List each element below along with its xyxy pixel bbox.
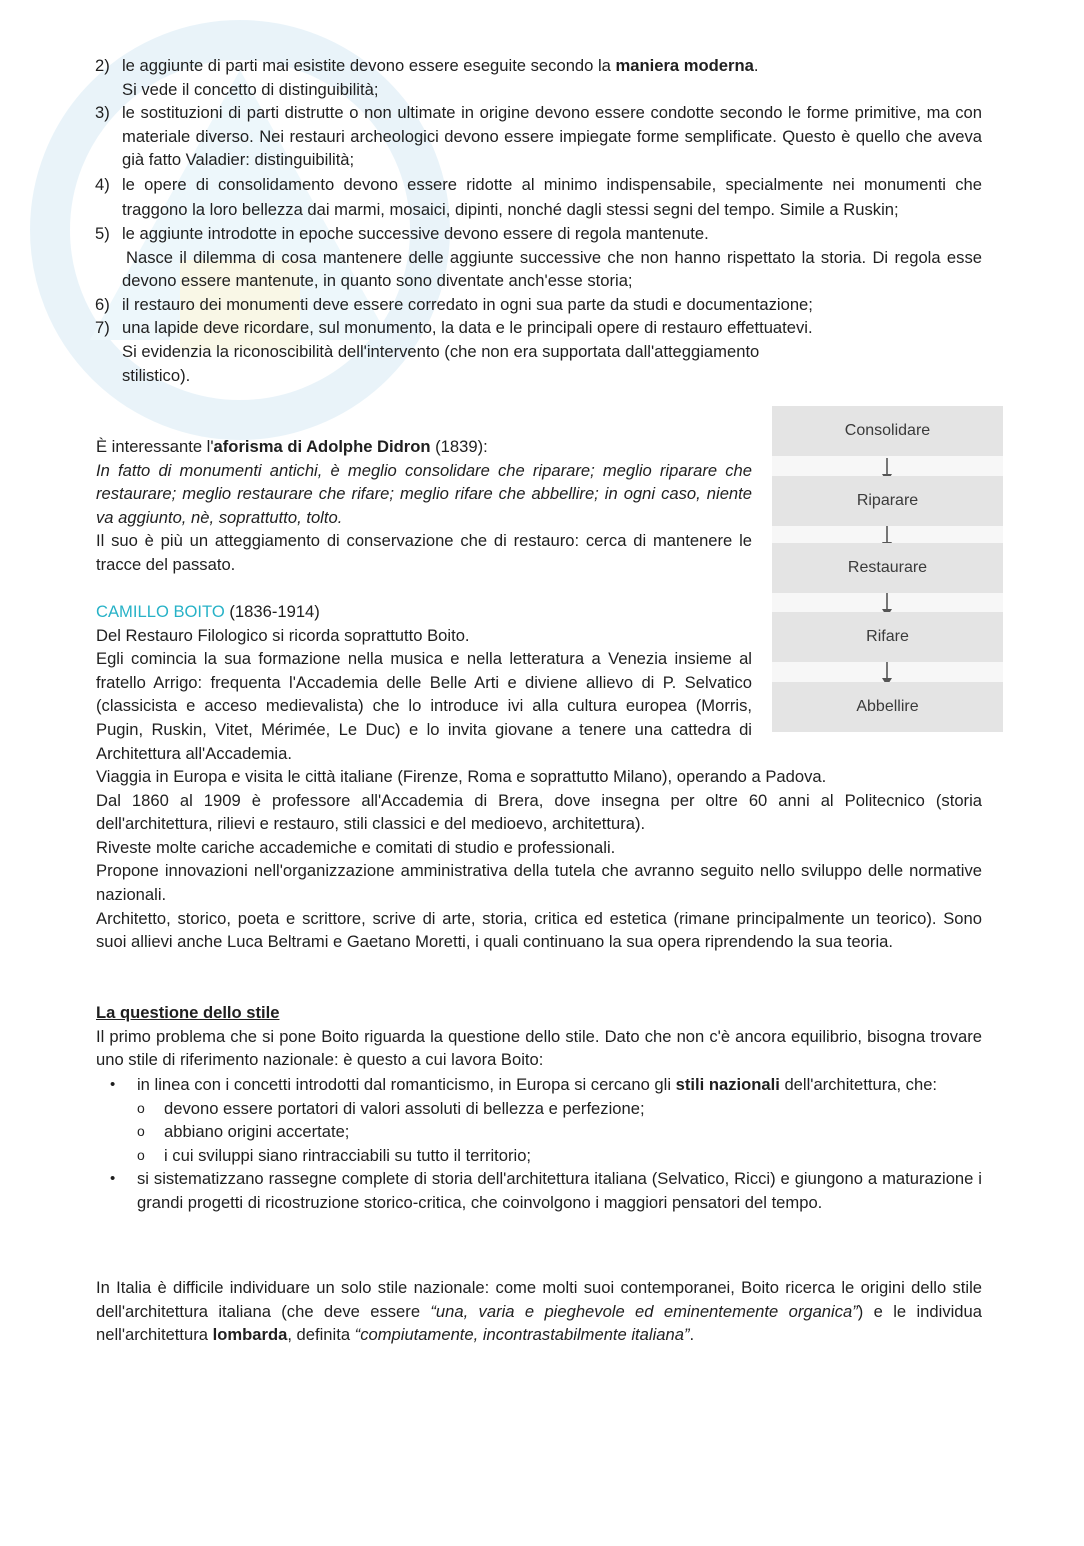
list-item-note: Nasce il dilemma di cosa mantenere delle aggiunte successive che non hanno rispettato la storia. Di regola esse devono essere mantenute, in quanto sono diventate anch'esse storia; [122, 247, 982, 291]
bullet-item: • si sistematizzano rassegne complete di storia dell'architettura italiana (Selvatico, Ricci) e giungono a maturazione i grandi progetti di ricostruzione storico-critica, che coinvolgono i maggiori pensatori del tempo. [110, 1169, 982, 1212]
list-item-3: 3) le sostituzioni di parti distrutte o non ultimate in origine devono essere condotte secondo le forme primitive, ma con materiale diverso. Nei restauri archeologici devono essere impiegate forme semplificate. Questo è quello che aveva già fatto Valadier: distinguibilità; [95, 103, 982, 170]
section-heading: La questione dello stile [96, 1003, 280, 1022]
diagram-step-consolidare: Consolidare [772, 406, 1003, 456]
didron-section: È interessante l'aforisma di Adolphe Didron (1839): In fatto di monumenti antichi, è meglio consolidare che riparare; meglio riparare che restaurare; meglio restaurare che rifare; meglio rifare che abbellire; in ogni caso, niente va aggiunto, nè, soprattutto, tolto. Il suo è più un atteggiamento di conservazione che di restauro: cerca di mantenere le tracce del passato. [96, 435, 752, 577]
sub-bullet-item: o devono essere portatori di valori assoluti di bellezza e perfezione; [137, 1098, 645, 1118]
list-item-6: 6) il restauro dei monumenti deve essere corredato in ogni sua parte da studi e documentazione; [95, 294, 813, 314]
boito-section: CAMILLO BOITO (1836-1914) Del Restauro Filologico si ricorda soprattutto Boito. Egli comincia la sua formazione nella musica e nella letteratura a Venezia insieme al fratello Arrigo: frequenta l'Accademia delle Belle Arti e diviene allievo di P. Selvatico (classicista e acceso medievalista) che lo introduce ivi alla cultura europea (Morris, Pugin, Ruskin, Vitet, Mérimée, Le Duc) e lo invita giovane a tenere una cattedra di Architettura all'Accademia. [96, 602, 752, 763]
list-item-note: Si vede il concetto di distinguibilità; [122, 79, 379, 99]
didron-comment: Il suo è più un atteggiamento di conservazione che di restauro: cerca di mantenere le tracce del passato. [96, 531, 752, 574]
list-item-note: Si evidenzia la riconoscibilità dell'intervento (che non era supportata dall'atteggiamento [122, 341, 760, 361]
sub-bullet-item: o abbiano origini accertate; [137, 1122, 350, 1142]
list-item-5: 5) le aggiunte introdotte in epoche successive devono essere di regola mantenute. Nasce il dilemma di cosa mantenere delle aggiunte successive che non hanno rispettato la storia. Di regola esse devono essere mantenute, in quanto sono diventate anch'esse storia; [95, 222, 982, 293]
diagram-step-abbellire: Abbellire [772, 682, 1003, 732]
boito-section-continued: Viaggia in Europa e visita le città italiane (Firenze, Roma e soprattutto Milano), operando a Padova. Dal 1860 al 1909 è professore all'Accademia di Brera, dove insegna per oltre 60 anni al Politecnico (storia dell'architettura, rilievi e restauro, stili classici e del medioevo, architettura). Riveste molte cariche accademiche e comitati di studio e professionali. Propone innovazioni nell'organizzazione amministrativa della tutela che avranno seguito nello sviluppo delle normative nazionali. Architetto, storico, poeta e scrittore, scrive di arte, storia, critica ed estetica (rimane principalmente un teorico). Sono suoi allievi anche Luca Beltrami e Gaetano Moretti, i quali continuano la sua opera riprendendo la sua teoria. [96, 767, 982, 952]
bullet-item: • in linea con i concetti introdotti dal romanticismo, in Europa si cercano gli stili nazionali dell'architettura, che: [110, 1075, 938, 1094]
diagram-step-restaurare: Restaurare [772, 543, 1003, 593]
diagram-step-riparare: Riparare [772, 476, 1003, 526]
sub-bullet-item: o i cui sviluppi siano rintracciabili su tutto il territorio; [137, 1145, 532, 1165]
stile-section: La questione dello stile Il primo problema che si pone Boito riguarda la questione dello stile. Dato che non c'è ancora equilibrio, bisogna trovare uno stile di riferimento nazionale: è questo a cui lavora Boito: [96, 1003, 982, 1070]
boito-heading: CAMILLO BOITO (1836-1914) [96, 602, 320, 621]
stile-bullets [108, 1073, 982, 1215]
list-item-4: 4) le opere di consolidamento devono essere ridotte al minimo indispensabile, specialmente nei monumenti che traggono la loro bellezza dai marmi, mosaici, dipinti, nonché dagli stessi segni del tempo. Simile a Ruskin; [95, 174, 982, 219]
stile-closing-paragraph: In Italia è difficile individuare un solo stile nazionale: come molti suoi contemporanei, Boito ricerca le origini dello stile dell'architettura italiana (che deve essere “una, varia e pieghevole ed eminentemente organica”) e le individua nell'architettura lombarda, definita “compiutamente, incontrastabilmente italiana”. [96, 1278, 982, 1345]
list-item-2: 2) le aggiunte di parti mai esistite devono essere eseguite secondo la maniera moderna. Si vede il concetto di distinguibilità; [95, 54, 982, 101]
diagram-step-rifare: Rifare [772, 612, 1003, 662]
restoration-rules-list [95, 54, 982, 387]
list-item-note: stilistico). [122, 365, 191, 385]
didron-quote: In fatto di monumenti antichi, è meglio consolidare che riparare; meglio riparare che restaurare; meglio restaurare che rifare; meglio rifare che abbellire; in ogni caso, niente va aggiunto, nè, soprattutto, tolto. [96, 460, 752, 527]
restoration-hierarchy-diagram [772, 406, 1003, 732]
list-item-7: 7) una lapide deve ricordare, sul monumento, la data e le principali opere di restauro effettuatevi. Si evidenzia la riconoscibilità dell'intervento (che non era supportata dall'atteggiamento stilistico). [95, 316, 982, 387]
